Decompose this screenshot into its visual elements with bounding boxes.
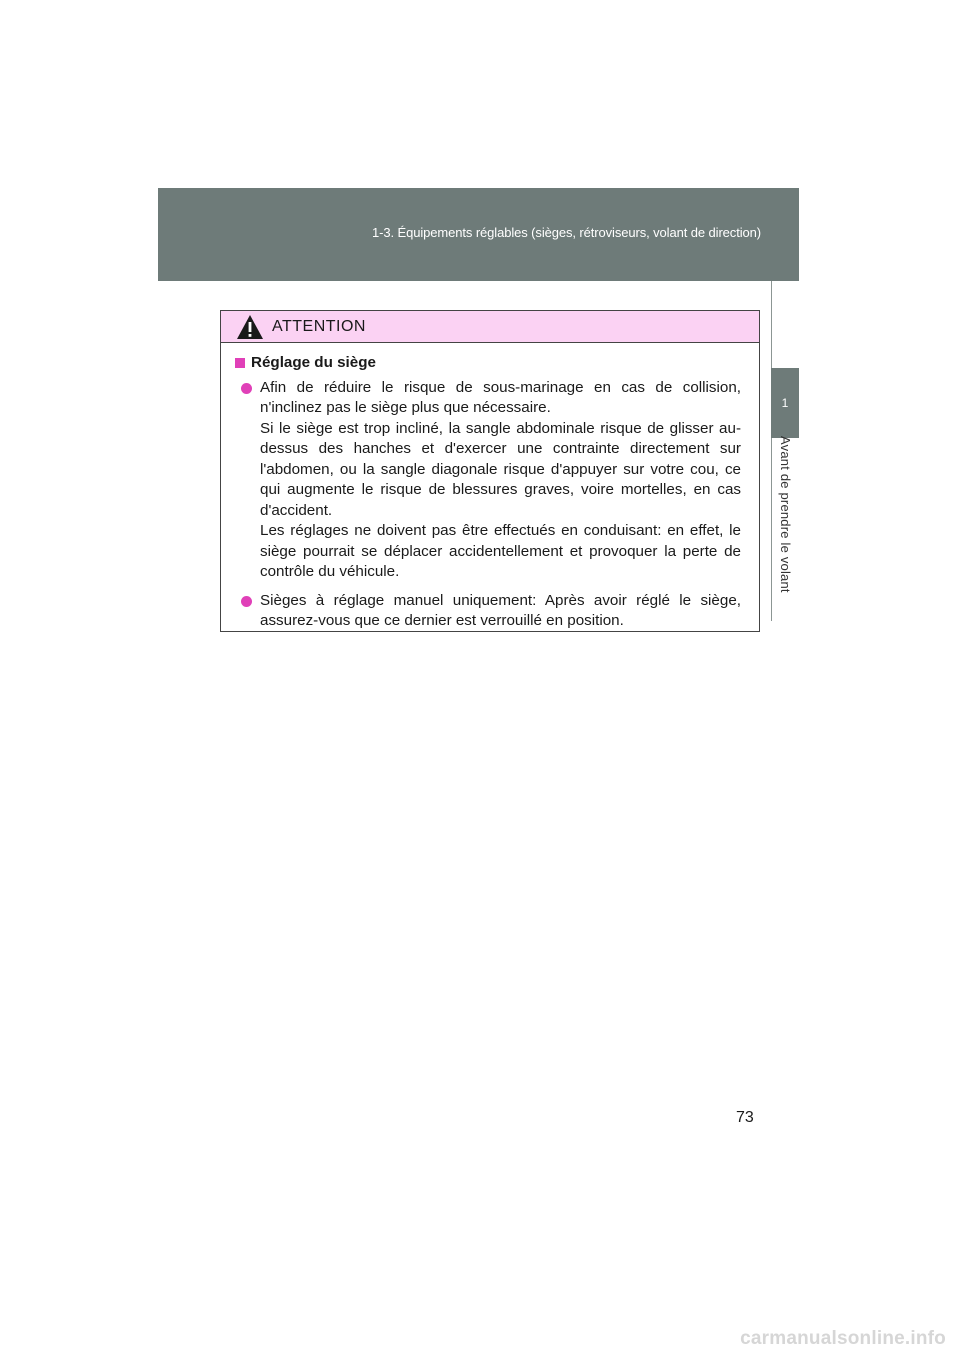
chapter-number: 1 — [781, 396, 789, 410]
warning-body — [221, 343, 759, 632]
warning-box — [220, 310, 760, 632]
warning-title: ATTENTION — [272, 317, 366, 335]
bullet-dot-icon — [241, 596, 252, 607]
section-title: 1-3. Équipements réglables (sièges, rétroviseurs, volant de direction) — [372, 225, 761, 240]
paragraph: Si le siège est trop incliné, la sangle abdominale risque de glisser au-dessus des hanches et d'exercer une contrainte directement sur l'abdomen, ou la sangle diagonale risque d'appuyer sur votre cou, ce qui augmente le risque de blessures graves, voire mortelles, en cas d'accident. — [260, 419, 741, 519]
chapter-label: Avant de prendre le volant — [778, 436, 793, 593]
chapter-tab — [771, 368, 799, 438]
list-item-text — [260, 591, 741, 632]
side-divider — [771, 281, 772, 621]
list-item — [235, 591, 741, 632]
watermark: carmanualsonline.info — [740, 1328, 946, 1349]
section-heading — [235, 353, 741, 374]
warning-header — [221, 311, 759, 343]
paragraph: Les réglages ne doivent pas être effectués en conduisant: en effet, le siège pourrait se déplacer accidentellement et provoquer la perte de contrôle du véhicule. — [260, 522, 741, 580]
header-band — [158, 188, 799, 281]
list-item — [235, 378, 741, 583]
paragraph: Afin de réduire le risque de sous-marinage en cas de collision, n'inclinez pas le siège plus que nécessaire. — [260, 378, 741, 416]
paragraph: Sièges à réglage manuel uniquement: Après avoir réglé le siège, assurez-vous que ce dernier est verrouillé en position. — [260, 591, 741, 629]
warning-triangle-icon — [236, 314, 264, 340]
square-bullet-icon — [235, 358, 245, 368]
bullet-dot-icon — [241, 383, 252, 394]
list-item-text — [260, 378, 741, 583]
page-number: 73 — [736, 1109, 754, 1126]
section-heading-text: Réglage du siège — [251, 354, 376, 371]
